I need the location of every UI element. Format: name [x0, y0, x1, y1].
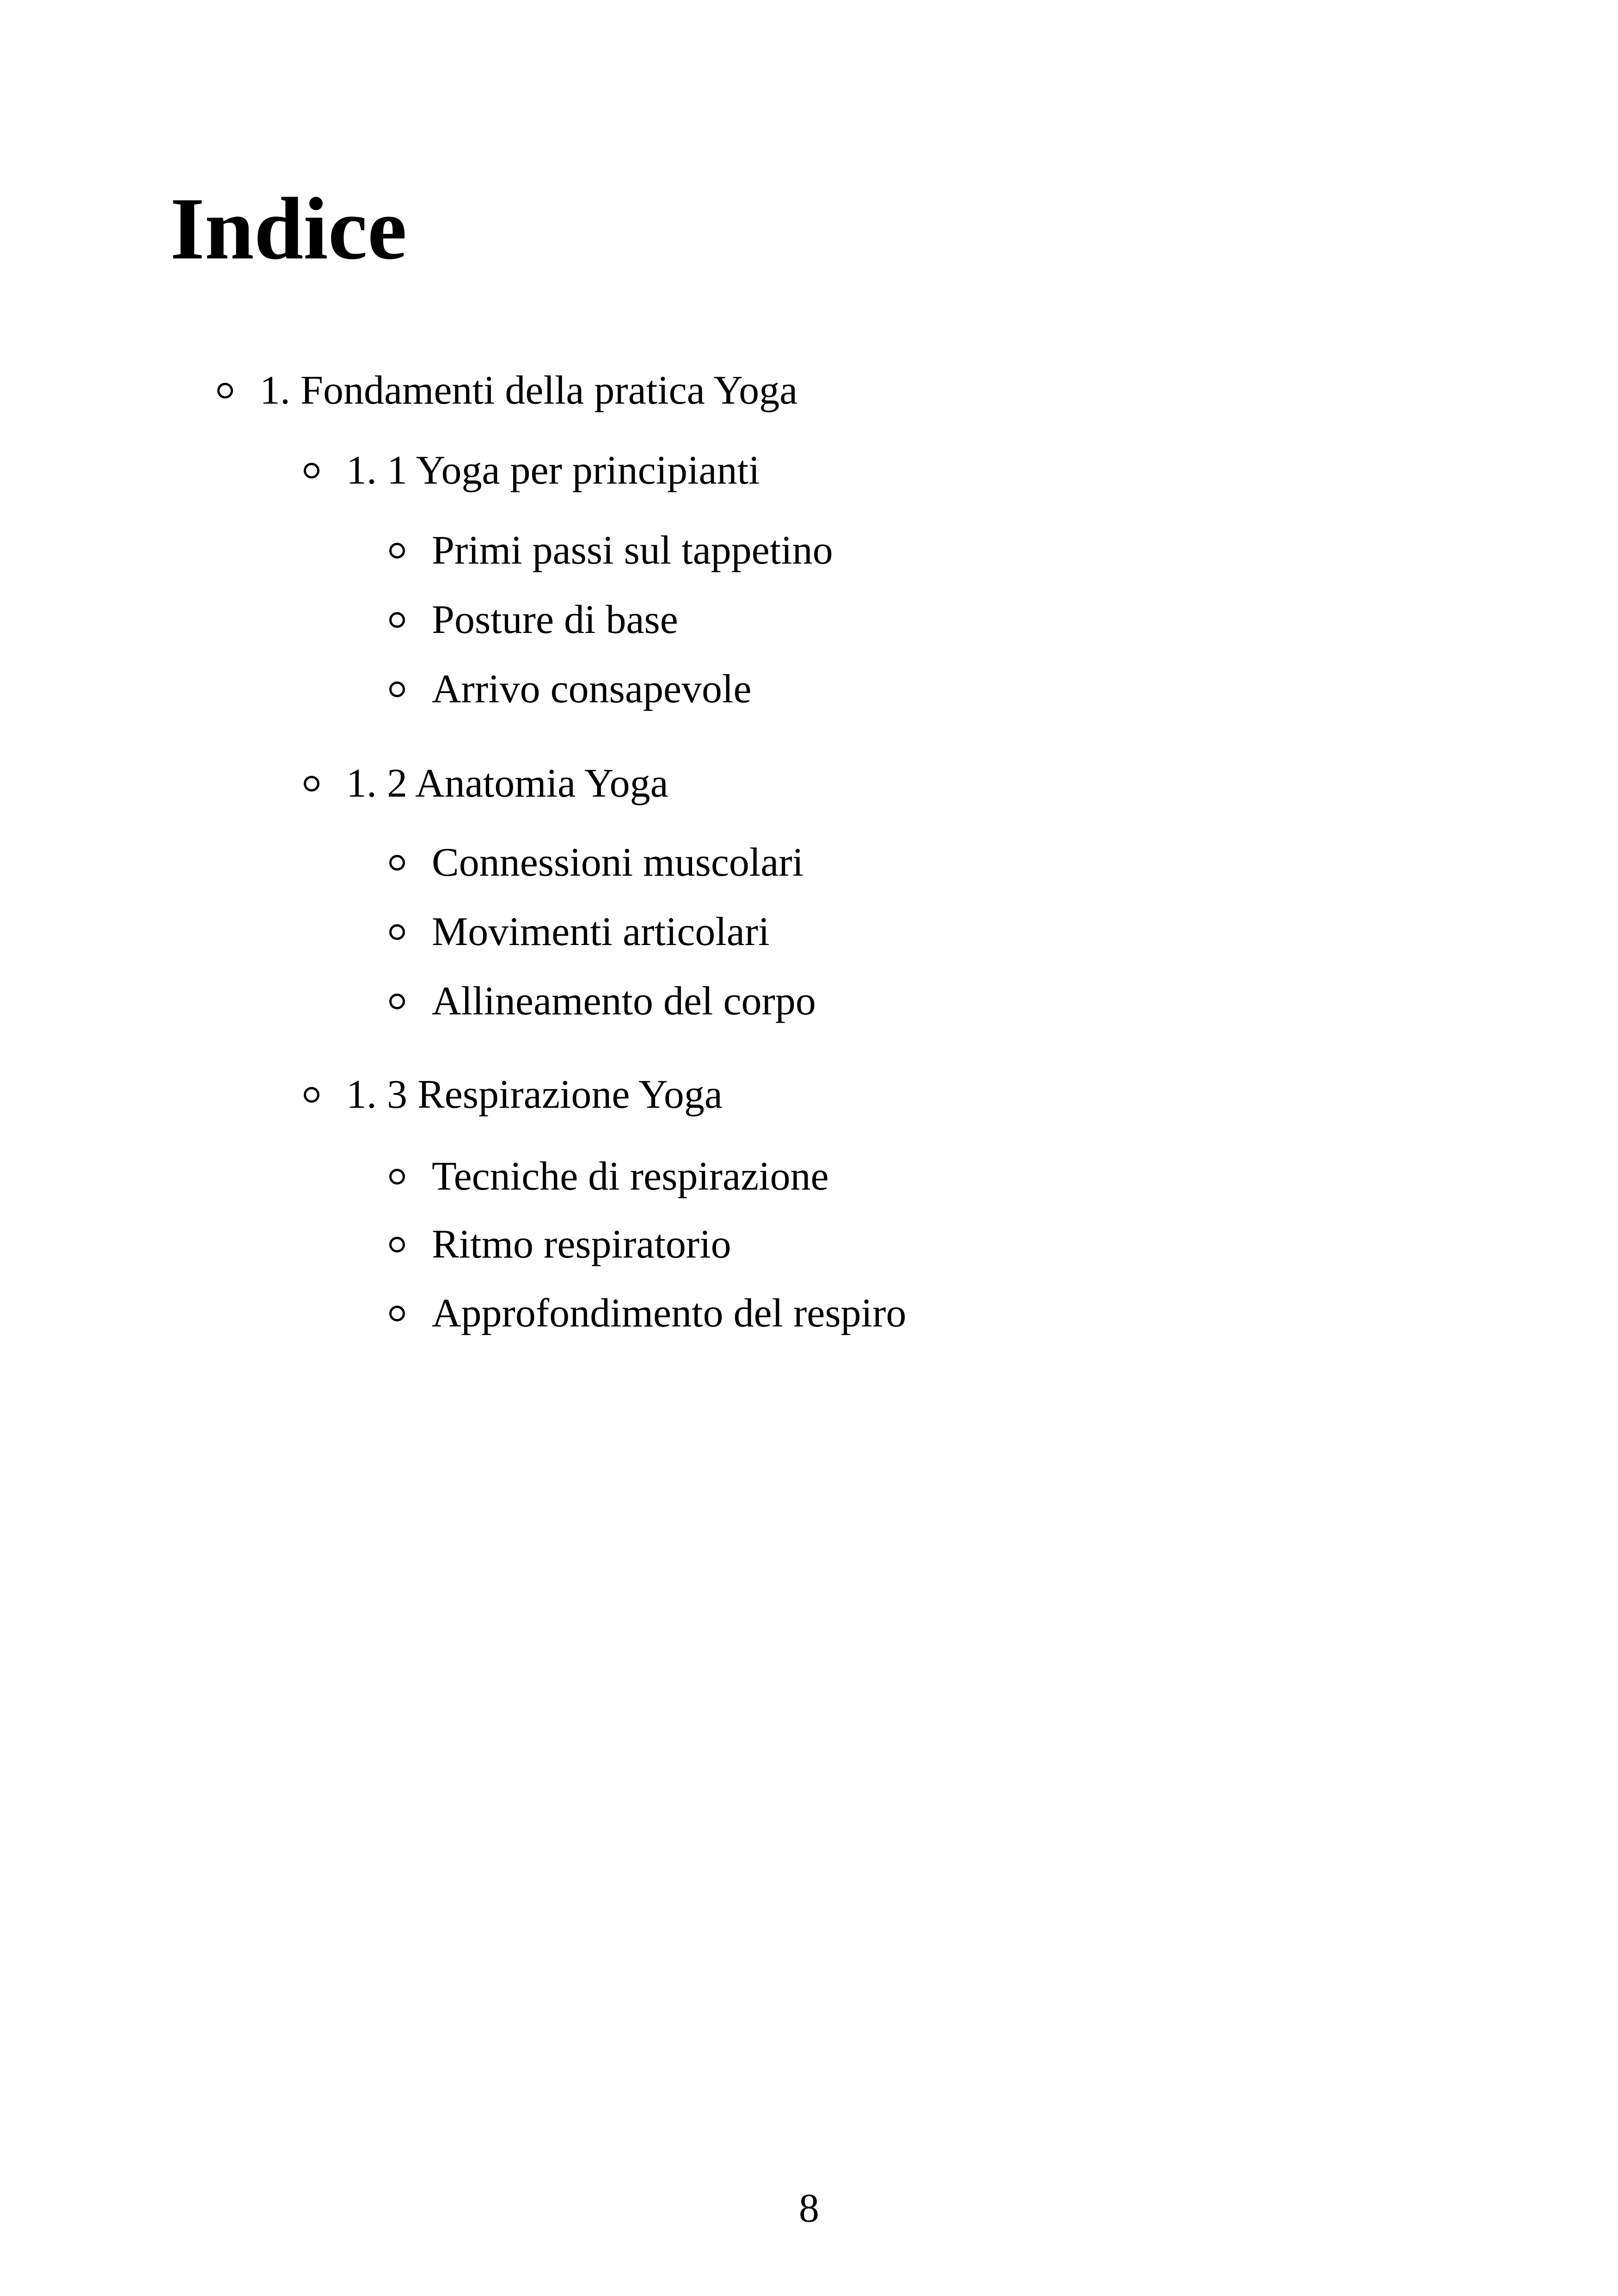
toc-section-label: 1. 1 Yoga per principianti [346, 448, 760, 493]
hollow-circle-icon [389, 924, 405, 940]
hollow-circle-icon [304, 1087, 319, 1103]
toc-section-1-3[interactable] [304, 1069, 723, 1120]
toc-item[interactable] [389, 1288, 906, 1339]
page-title: Indice [170, 179, 407, 278]
toc-item-label: Movimenti articolari [432, 909, 770, 954]
toc-section-1-1[interactable] [304, 445, 760, 496]
toc-item-label: Approfondimento del respiro [432, 1291, 907, 1336]
hollow-circle-icon [389, 681, 405, 697]
hollow-circle-icon [389, 543, 405, 559]
page-number: 8 [799, 2186, 819, 2231]
toc-item[interactable] [389, 525, 833, 576]
toc-section-1-2[interactable] [304, 758, 668, 809]
toc-chapter-label: 1. Fondamenti della pratica Yoga [260, 368, 798, 413]
toc-item-label: Primi passi sul tappetino [432, 528, 833, 573]
toc-chapter-1[interactable] [217, 365, 797, 416]
toc-item[interactable] [389, 907, 770, 958]
toc-item[interactable] [389, 1219, 731, 1270]
toc-item-label: Tecniche di respirazione [432, 1154, 829, 1199]
toc-item[interactable] [389, 837, 803, 888]
hollow-circle-icon [389, 994, 405, 1009]
toc-item[interactable] [389, 976, 816, 1027]
toc-item[interactable] [389, 664, 752, 715]
hollow-circle-icon [389, 1169, 405, 1185]
hollow-circle-icon [304, 463, 319, 479]
toc-item-label: Ritmo respiratorio [432, 1222, 731, 1267]
toc-section-label: 1. 3 Respirazione Yoga [346, 1072, 723, 1117]
toc-item-label: Allineamento del corpo [432, 979, 816, 1024]
hollow-circle-icon [217, 383, 233, 399]
toc-item-label: Connessioni muscolari [432, 840, 804, 885]
toc-item-label: Posture di base [432, 597, 678, 642]
hollow-circle-icon [304, 776, 319, 792]
toc-item[interactable] [389, 1151, 829, 1202]
hollow-circle-icon [389, 1306, 405, 1321]
hollow-circle-icon [389, 612, 405, 628]
hollow-circle-icon [389, 855, 405, 871]
toc-section-label: 1. 2 Anatomia Yoga [346, 761, 668, 806]
toc-item-label: Arrivo consapevole [432, 667, 752, 712]
toc-item[interactable] [389, 595, 678, 645]
hollow-circle-icon [389, 1237, 405, 1252]
